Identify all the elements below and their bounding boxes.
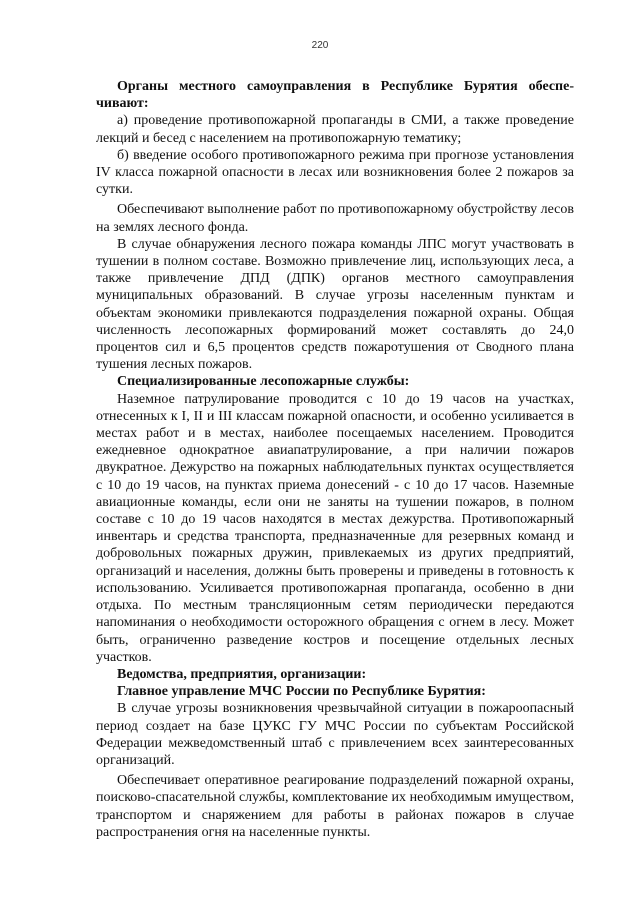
- section-heading-forest-fire-services: Специализированные лесопожарные службы:: [117, 374, 410, 390]
- paragraph-ground-patrol: Наземное патрулирование проводится с 10 до 19 часов на участках, отнесенных к I, II и III классам пожарной опасности, и особенно усиливается в местах работ и в местах, наиболее посещаемых населением. Проводится ежедневное однократное авиапатрулирование, а при наличии пожаров двукратное. Дежурство на пожарных наблюдательных пунктах осуществляется с 10 до 19 часов, на пунктах приема донесений - с 10 до 17 часов. Наземные авиационные команды, если они не заняты на тушении пожаров, в полном составе с 10 до 19 часов находятся в местах дежурства. Противопожарный инвентарь и средства транспорта, предназначенные для резервных команд и добровольных пожарных дружин, привлекаемых из других предприятий, организаций и населения, должны быть проверены и приведены в готовность к использованию. Усиливается противопожарная пропаганда, особенно в дни отдыха. По местным трансляционным сетям периодически передаются напоминания о необходимости осторожного обращения с огнем в лесу. Может быть, ограниченно разведение костров и посещение отдельных лесных участков.: [96, 391, 574, 665]
- paragraph-fire-detection: В случае обнаружения лесного пожара команды ЛПС могут участвовать в тушении в полном составе. Возможно привлечение лиц, использующих леса, а также привлечение ДПД (ДПК) органов местного самоуправления муниципальных образований. В случае угрозы населенным пунктам и объектам экономики привлекаются подразделения пожарной охраны. Общая численность лесопожарных формирований может составлять до 24,0 процентов сил и 6,5 процентов средств пожаротушения от Сводного плана тушения лесных пожаров.: [96, 236, 574, 373]
- paragraph-fire-protection-works: Обеспечивают выполнение работ по противопожарному обустройству лесов на землях лесного фонда.: [96, 202, 574, 235]
- section-heading-agencies: Ведомства, предприятия, организации:: [117, 666, 367, 682]
- section-heading-local-government: Органы местного самоуправления в Республике Бурятия обеспечивают:: [96, 79, 574, 112]
- paragraph-interagency-staff: В случае угрозы возникновения чрезвычайной ситуации в пожароопасный период создает на базе ЦУКС ГУ МЧС России по субъектам Российской Федерации межведомственный штаб с привлечением всех заинтересованных организаций.: [96, 701, 574, 768]
- paragraph-operational-response: Обеспечивает оперативное реагирование подразделений пожарной охраны, поисково-спасательной службы, комплектование их необходимым имуществом, транспортом и снаряжением для работы в районах пожаров в случае распространения огня на населенные пункты.: [96, 773, 574, 840]
- page-body: [96, 78, 574, 841]
- subheading-emercom: Главное управление МЧС России по Республике Бурятия:: [117, 684, 486, 700]
- list-item-b: б) введение особого противопожарного режима при прогнозе установления IV класса пожарной опасности в лесах или возникновения более 2 пожаров за сутки.: [96, 147, 574, 198]
- page-number: 220: [311, 40, 329, 51]
- list-item-a: а) проведение противопожарной пропаганды в СМИ, а также проведение лекций и бесед с населением на противопожарную тематику;: [96, 113, 574, 146]
